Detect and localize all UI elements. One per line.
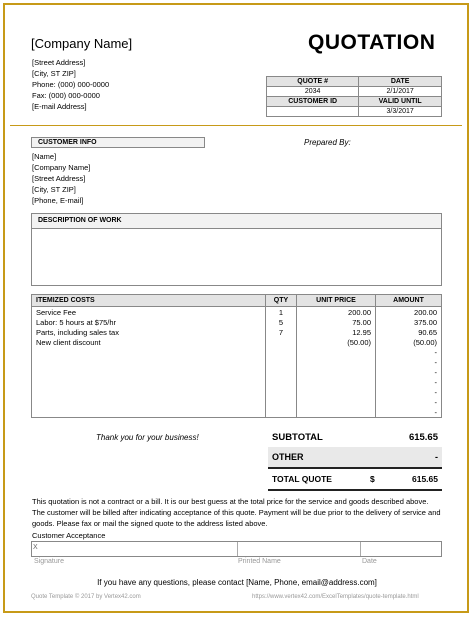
document-title: QUOTATION bbox=[308, 31, 436, 54]
item-qty[interactable] bbox=[266, 347, 297, 357]
item-desc[interactable]: New client discount bbox=[32, 337, 266, 347]
quote-meta-table bbox=[266, 76, 442, 117]
other-label: OTHER bbox=[268, 447, 366, 468]
item-qty[interactable] bbox=[266, 337, 297, 347]
item-unit-price[interactable] bbox=[297, 407, 376, 418]
item-unit-price[interactable]: 12.95 bbox=[297, 327, 376, 337]
signature-x-mark: X bbox=[33, 544, 38, 551]
item-desc[interactable]: Parts, including sales tax bbox=[32, 327, 266, 337]
item-qty[interactable] bbox=[266, 397, 297, 407]
table-row[interactable] bbox=[32, 347, 442, 357]
quote-number-label: QUOTE # bbox=[267, 77, 359, 87]
printed-name-label: Printed Name bbox=[238, 558, 281, 565]
item-qty[interactable]: 7 bbox=[266, 327, 297, 337]
customer-city[interactable]: [City, ST ZIP] bbox=[32, 185, 76, 194]
disclaimer-text: This quotation is not a contract or a bill. It is our best guess at the total price for the service and goods described above. The customer will be billed after indicating acceptance of this quote. Payment will be due prior to the delivery of service and goods. Please fax or mail the signed quote to the address listed above. bbox=[32, 497, 441, 528]
item-qty[interactable] bbox=[266, 377, 297, 387]
divider bbox=[10, 125, 462, 126]
description-header: DESCRIPTION OF WORK bbox=[32, 214, 441, 229]
thank-you-note: Thank you for your business! bbox=[96, 433, 199, 442]
table-row[interactable] bbox=[32, 337, 442, 347]
customer-id-label: CUSTOMER ID bbox=[267, 97, 359, 107]
date-label: DATE bbox=[359, 77, 442, 87]
table-row[interactable] bbox=[32, 317, 442, 327]
itemized-costs-table bbox=[31, 294, 442, 418]
item-unit-price[interactable] bbox=[297, 367, 376, 377]
item-unit-price[interactable]: 75.00 bbox=[297, 317, 376, 327]
subtotal-label: SUBTOTAL bbox=[272, 431, 323, 443]
description-of-work-box[interactable] bbox=[31, 213, 442, 286]
item-amount: - bbox=[376, 347, 442, 357]
item-qty[interactable] bbox=[266, 357, 297, 367]
item-desc[interactable]: Service Fee bbox=[32, 307, 266, 318]
customer-info-header: CUSTOMER INFO bbox=[31, 137, 205, 148]
col-header-qty: QTY bbox=[266, 295, 297, 307]
address-line: [City, ST ZIP] bbox=[32, 69, 76, 78]
item-desc[interactable] bbox=[32, 367, 266, 377]
table-row[interactable] bbox=[32, 387, 442, 397]
company-name: [Company Name] bbox=[31, 36, 133, 51]
item-qty[interactable]: 1 bbox=[266, 307, 297, 318]
col-header-unit-price: UNIT PRICE bbox=[297, 295, 376, 307]
subtotal-value: 615.65 bbox=[408, 431, 438, 443]
phone-line: Phone: (000) 000-0000 bbox=[32, 80, 110, 89]
table-row[interactable] bbox=[32, 397, 442, 407]
item-unit-price[interactable] bbox=[297, 357, 376, 367]
item-unit-price[interactable] bbox=[297, 377, 376, 387]
item-amount: 375.00 bbox=[376, 317, 442, 327]
table-row[interactable] bbox=[32, 307, 442, 318]
item-desc[interactable] bbox=[32, 387, 266, 397]
customer-contact[interactable]: [Phone, E-mail] bbox=[32, 196, 84, 205]
table-row[interactable] bbox=[32, 357, 442, 367]
customer-company[interactable]: [Company Name] bbox=[32, 163, 91, 172]
item-amount: - bbox=[376, 357, 442, 367]
table-row[interactable] bbox=[32, 407, 442, 418]
customer-acceptance-label: Customer Acceptance bbox=[32, 531, 106, 540]
total-quote-label: TOTAL QUOTE bbox=[268, 468, 366, 490]
item-desc[interactable] bbox=[32, 407, 266, 418]
date-signed-label: Date bbox=[362, 558, 377, 565]
fax-line: Fax: (000) 000-0000 bbox=[32, 91, 100, 100]
item-unit-price[interactable]: (50.00) bbox=[297, 337, 376, 347]
other-value[interactable]: - bbox=[388, 447, 442, 468]
quote-number-value[interactable]: 2034 bbox=[267, 87, 359, 97]
item-amount: - bbox=[376, 367, 442, 377]
col-header-amount: AMOUNT bbox=[376, 295, 442, 307]
customer-id-value[interactable] bbox=[267, 107, 359, 117]
prepared-by-label: Prepared By: bbox=[304, 138, 351, 147]
col-header-item: ITEMIZED COSTS bbox=[32, 295, 266, 307]
customer-name[interactable]: [Name] bbox=[32, 152, 57, 161]
item-amount: 200.00 bbox=[376, 307, 442, 318]
item-amount: 90.65 bbox=[376, 327, 442, 337]
table-row[interactable] bbox=[32, 377, 442, 387]
valid-until-label: VALID UNTIL bbox=[359, 97, 442, 107]
acceptance-signature-box[interactable] bbox=[31, 541, 442, 557]
item-amount: - bbox=[376, 397, 442, 407]
item-unit-price[interactable] bbox=[297, 347, 376, 357]
total-quote-value: 615.65 bbox=[388, 468, 442, 490]
item-qty[interactable] bbox=[266, 387, 297, 397]
address-line: [Street Address] bbox=[32, 58, 86, 67]
company-address bbox=[32, 57, 109, 112]
valid-until-value[interactable]: 3/3/2017 bbox=[359, 107, 442, 117]
signature-label: Signature bbox=[34, 558, 64, 565]
item-unit-price[interactable] bbox=[297, 397, 376, 407]
item-unit-price[interactable]: 200.00 bbox=[297, 307, 376, 318]
footer-copyright: Quote Template © 2017 by Vertex42.com bbox=[31, 594, 141, 600]
customer-info bbox=[32, 151, 90, 206]
item-qty[interactable]: 5 bbox=[266, 317, 297, 327]
separator bbox=[237, 542, 238, 556]
email-line: [E-mail Address] bbox=[32, 102, 87, 111]
currency-symbol: $ bbox=[366, 468, 388, 490]
item-desc[interactable]: Labor: 5 hours at $75/hr bbox=[32, 317, 266, 327]
item-desc[interactable] bbox=[32, 397, 266, 407]
separator bbox=[360, 542, 361, 556]
item-unit-price[interactable] bbox=[297, 387, 376, 397]
item-amount: - bbox=[376, 387, 442, 397]
date-value[interactable]: 2/1/2017 bbox=[359, 87, 442, 97]
table-row[interactable] bbox=[32, 367, 442, 377]
footer-url-link[interactable]: https://www.vertex42.com/ExcelTemplates/quote-template.html bbox=[252, 594, 419, 600]
customer-street[interactable]: [Street Address] bbox=[32, 174, 86, 183]
totals-table bbox=[268, 427, 442, 491]
item-amount: - bbox=[376, 407, 442, 418]
item-qty[interactable] bbox=[266, 407, 297, 418]
item-desc[interactable] bbox=[32, 347, 266, 357]
item-qty[interactable] bbox=[266, 367, 297, 377]
item-desc[interactable] bbox=[32, 377, 266, 387]
item-amount: - bbox=[376, 377, 442, 387]
item-amount: (50.00) bbox=[376, 337, 442, 347]
contact-line: If you have any questions, please contact [Name, Phone, email@address.com] bbox=[97, 578, 377, 587]
item-desc[interactable] bbox=[32, 357, 266, 367]
table-row[interactable] bbox=[32, 327, 442, 337]
